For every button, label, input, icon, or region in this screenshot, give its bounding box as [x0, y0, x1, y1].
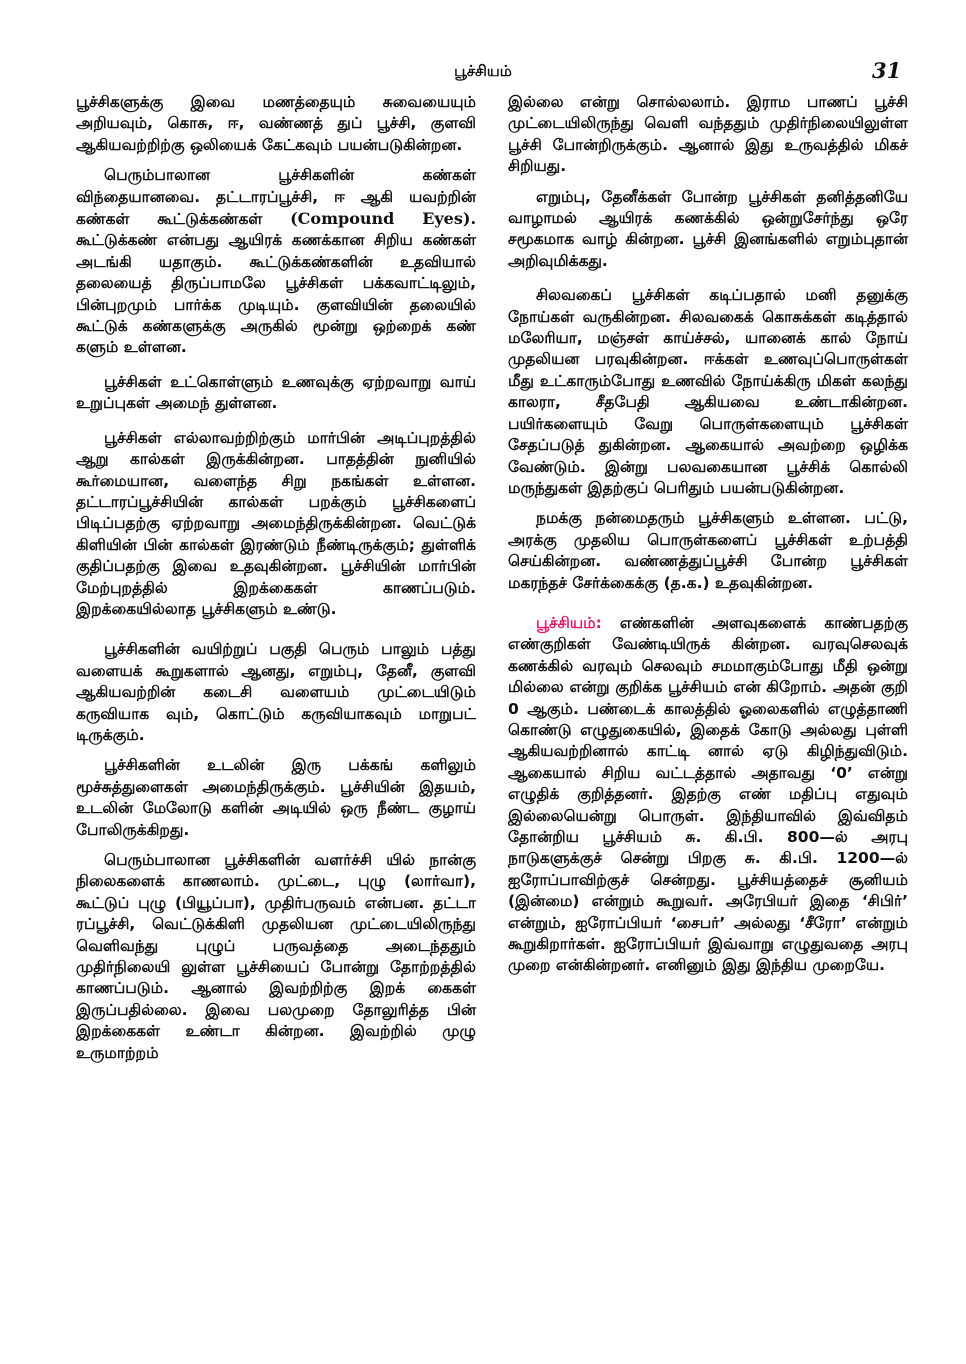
paragraph: பெரும்பாலான பூச்சிகளின் வளர்ச்சி யில் நான்கு நிலைகளைக் காணலாம். முட்டை, புழு (லார்வா), கூட்டுப் புழு (பியூப்பா), முதிர்பருவம் என்பன. தட்டா ரப்பூச்சி, வெட்டுக்கிளி முதலியன முட்டையிலிருந்து வெளிவந்து புழுப் பருவத்தை அடைந்ததும் முதிர்நிலையி லுள்ள பூச்சியைப் போன்று தோற்றத்தில் காணப்படும். ஆனால் இவற்றிற்கு இறக் கைகள் இருப்பதில்லை. இவை பலமுறை தோலுரித்த பின் இறக்கைகள் உண்டா கின்றன. இவற்றில் முழு உருமாற்றம் [76, 851, 476, 1062]
entry-title: பூச்சியம்: [536, 613, 602, 632]
spacer [76, 629, 476, 639]
paragraph: இல்லை என்று சொல்லலாம். இராம பாணப் பூச்சி முட்டையிலிருந்து வெளி வந்ததும் முதிர்நிலையிலுள்ள பூச்சி போன்றிருக்கும். ஆனால் இது உருவத்தில் மிகச் சிறியது. [508, 93, 908, 176]
paragraph: பூச்சிகளின் வயிற்றுப் பகுதி பெரும் பாலும் பத்து வளையக் கூறுகளால் ஆனது, எறும்பு, தேனீ, குளவி ஆகியவற்றின் கடைசி வளையம் முட்டையிடும் கருவியாக வும், கொட்டும் கருவியாகவும் மாறுபட் டிருக்கும். [76, 640, 476, 744]
left-column [76, 92, 476, 1073]
page-number: 31 [872, 58, 902, 83]
spacer [508, 603, 908, 613]
paragraph: எறும்பு, தேனீக்கள் போன்ற பூச்சிகள் தனித்தனியே வாழாமல் ஆயிரக் கணக்கில் ஒன்றுசேர்ந்து ஒரே சமூகமாக வாழ் கின்றன. பூச்சி இனங்களில் எறும்புதான் அறிவுமிக்கது. [508, 187, 908, 270]
paragraph [76, 165, 476, 359]
paragraph: பூச்சிகளின் உடலின் இரு பக்கங் களிலும் மூச்சுத்துளைகள் அமைந்திருக்கும். பூச்சியின் இதயம், உடலின் மேலோடு களின் அடியில் ஒரு நீண்ட குழாய் போலிருக்கிறது. [76, 756, 476, 839]
paragraph: பூச்சிகள் உட்கொள்ளும் உணவுக்கு ஏற்றவாறு வாய் உறுப்புகள் அமைந் துள்ளன. [76, 372, 476, 413]
paragraph-text: எண்களின் அளவுகளைக் காண்பதற்கு எண்குறிகள் வேண்டியிருக் கின்றன. வரவுசெலவுக் கணக்கில் வரவும் செலவும் சமமாகும்போது மீதி ஒன்று மில்லை என்று குறிக்க பூச்சியம் என் கிறோம். அதன் குறி 0 ஆகும். பண்டைக் காலத்தில் ஓலைகளில் எழுத்தாணி கொண்டு எழுதுகையில், இதைக் கோடு அல்லது புள்ளி ஆகியவற்றினால் காட்டி னால் ஏடு கிழிந்துவிடும். ஆகையால் சிறிய வட்டத்தால் அதாவது ‘0’ என்று எழுதிக் குறித்தனர். இதற்கு எண் மதிப்பு எதுவும் இல்லையென்று பொருள். இந்தியாவில் இவ்விதம் தோன்றிய பூச்சியம் சு. கி.பி. 800—ல் அரபு நாடுகளுக்குச் சென்று பிறகு சு. கி.பி. 1200—ல் ஐரோப்பாவிற்குச் சென்றது. பூச்சியத்தைச் சூனியம் (இன்மை) என்றும் கூறுவர். அரேபியர் இதை ‘சிபிர்’ என்றும், ஐரோப்பியர் ‘சைபர்’ அல்லது ‘சீரோ’ என்றும் கூறுகிறார்கள். ஐரோப்பியர் இவ்வாறு எழுதுவதை அரபு முறை என்கின்றனர். எனினும் இது இந்திய முறையே. [508, 613, 908, 975]
running-title: பூச்சியம் [454, 62, 512, 80]
paragraph: பூச்சிகள் எல்லாவற்றிற்கும் மார்பின் அடிப்புறத்தில் ஆறு கால்கள் இருக்கின்றன. பாதத்தின் நுனியில் கூர்மையான, வளைந்த சிறு நகங்கள் உள்ளன. தட்டாரப்பூச்சியின் கால்கள் பறக்கும் பூச்சிகளைப் பிடிப்பதற்கு ஏற்றவாறு அமைந்திருக்கின்றன. வெட்டுக் கிளியின் பின் கால்கள் இரண்டும் நீண்டிருக்கும்; துள்ளிக் குதிப்பதற்கு இவை உதவுகின்றன. பூச்சியின் மார்பின் மேற்புறத்தில் இறக்கைகள் காணப்படும். இறக்கையில்லாத பூச்சிகளும் உண்டு. [76, 428, 476, 618]
right-column [508, 92, 908, 986]
paragraph: பூச்சிகளுக்கு இவை மணத்தையும் சுவையையும் அறியவும், கொசு, ஈ, வண்ணத் துப் பூச்சி, குளவி ஆகியவற்றிற்கு ஒலியைக் கேட்கவும் பயன்படுகின்றன. [76, 93, 476, 154]
paragraph: சிலவகைப் பூச்சிகள் கடிப்பதால் மனி தனுக்கு நோய்கள் வருகின்றன. சிலவகைக் கொசுக்கள் கடித்தால் மலேரியா, மஞ்சள் காய்ச்சல், யானைக் கால் நோய் முதலியன பரவுகின்றன. ஈக்கள் உணவுப்பொருள்கள் மீது உட்காரும்போது உணவில் நோய்க்கிரு மிகள் கலந்து காலரா, சீதபேதி ஆகியவை உண்டாகின்றன. பயிர்களையும் வேறு பொருள்களையும் பூச்சிகள் சேதப்படுத் துகின்றன. ஆகையால் அவற்றை ஒழிக்க வேண்டும். இன்று பலவகையான பூச்சிக் கொல்லி மருந்துகள் இதற்குப் பெரிதும் பயன்படுகின்றன. [508, 286, 908, 497]
entry-paragraph [508, 613, 908, 977]
paragraph: நமக்கு நன்மைதரும் பூச்சிகளும் உள்ளன. பட்டு, அரக்கு முதலிய பொருள்களைப் பூச்சிகள் உற்பத்தி செய்கின்றன. வண்ணத்துப்பூச்சி போன்ற பூச்சிகள் மகரந்தச் சேர்க்கைக்கு (த.க.) உதவுகின்றன. [508, 509, 908, 592]
english-term: (Compound Eyes). [290, 209, 477, 229]
paragraph-text: பெரும்பாலான பூச்சிகளின் கண்கள் விந்தையானவை. தட்டாரப்பூச்சி, ஈ ஆகி யவற்றின் கண்கள் கூட்டுக்கண்கள் [76, 166, 476, 229]
paragraph-text: கூட்டுக்கண் என்பது ஆயிரக் கணக்கான சிறிய கண்கள் அடங்கி யதாகும். கூட்டுக்கண்களின் உதவியால் தலையைத் திருப்பாமலே பூச்சிகள் பக்கவாட்டிலும், பின்புறமும் பார்க்க முடியும். குளவியின் தலையில் கூட்டுக் கண்களுக்கு அருகில் மூன்று ஒற்றைக் கண் களும் உள்ளன. [76, 231, 476, 357]
